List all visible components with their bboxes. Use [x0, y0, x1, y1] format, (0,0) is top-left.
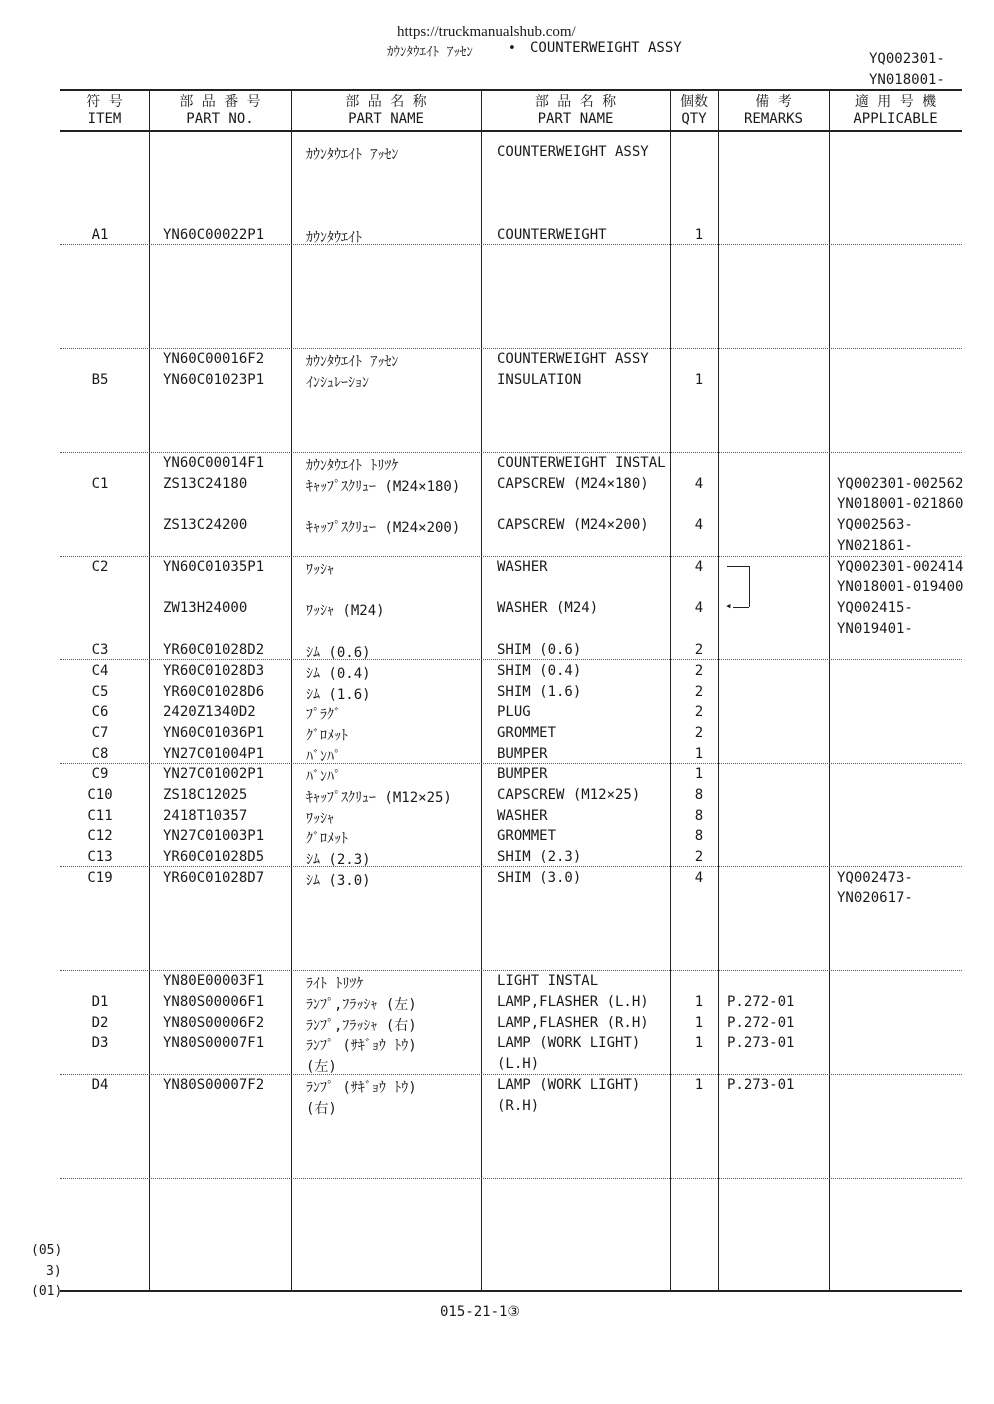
cell-part-name-jp: ﾊﾞﾝﾊﾟ: [306, 749, 341, 765]
cell-item: C4: [91, 663, 109, 679]
col-header-applicable-jp: 適 用 号 機: [854, 94, 937, 110]
cell-qty: 1: [694, 746, 704, 762]
cell-part-name-jp: ﾌﾟﾗｸﾞ: [306, 707, 341, 723]
group-separator: [60, 1074, 962, 1075]
cell-part-no: YN60C00014F1: [163, 455, 265, 471]
group-separator: [60, 763, 962, 764]
cell-item: D3: [91, 1035, 109, 1051]
cell-part-name: WASHER: [497, 808, 548, 824]
interchange-bracket-side: [749, 566, 750, 607]
header-bottom-rule: [60, 130, 962, 132]
cell-part-name-jp: ｼﾑ (0.4): [306, 666, 371, 682]
cell-item: C8: [91, 746, 109, 762]
serial-range-1: YQ002301-: [869, 51, 945, 67]
cell-item: C5: [91, 684, 109, 700]
cell-part-name: LAMP,FLASHER (L.H): [497, 994, 649, 1010]
cell-part-name: INSULATION: [497, 372, 582, 388]
cell-qty: 4: [694, 517, 704, 533]
cell-applicable: YN018001-019400: [837, 579, 964, 595]
col-header-qty-jp: 個数: [680, 94, 708, 110]
cell-qty: 1: [694, 994, 704, 1010]
cell-part-name-jp: ｶｳﾝﾀｳｴｲﾄ ｱｯｾﾝ: [306, 147, 399, 163]
cell-part-name-jp: ﾜｯｼｬ: [306, 811, 334, 827]
cell-part-name: LAMP,FLASHER (R.H): [497, 1015, 649, 1031]
col-header-partno-jp: 部 品 番 号: [179, 94, 261, 110]
cell-part-no: YR60C01028D5: [163, 849, 265, 865]
serial-range-2: YN018001-: [869, 72, 945, 88]
cell-item: C2: [91, 559, 109, 575]
cell-part-name-jp: ﾗﾝﾌﾟ (ｻｷﾞｮｳ ﾄｳ): [306, 1080, 417, 1096]
cell-part-name: LIGHT INSTAL: [497, 973, 599, 989]
cell-applicable: YQ002415-: [837, 600, 913, 616]
cell-part-name: SHIM (0.4): [497, 663, 582, 679]
cell-qty: 1: [694, 1015, 704, 1031]
col-header-qty: QTY: [681, 111, 707, 127]
cell-part-name-jp: ﾗﾝﾌﾟ,ﾌﾗｯｼｬ (左): [306, 997, 417, 1013]
cell-item: C11: [87, 808, 113, 824]
cell-part-no: YR60C01028D3: [163, 663, 265, 679]
col-divider: [291, 89, 292, 1291]
cell-part-no: ZS18C12025: [163, 787, 248, 803]
col-header-name-en-jp: 部 品 名 称: [534, 94, 617, 110]
cell-part-name: BUMPER: [497, 746, 548, 762]
cell-qty: 2: [694, 684, 704, 700]
cell-part-name: GROMMET: [497, 828, 557, 844]
cell-part-no: YN60C01023P1: [163, 372, 265, 388]
cell-item: C6: [91, 704, 109, 720]
cell-part-no: YN80S00007F1: [163, 1035, 265, 1051]
cell-part-name: (L.H): [497, 1056, 540, 1072]
group-separator: [60, 452, 962, 453]
cell-part-name-jp: ｼﾑ (3.0): [306, 873, 371, 889]
col-divider: [829, 89, 830, 1291]
cell-part-name-jp: ｼﾑ (1.6): [306, 687, 371, 703]
cell-part-name-jp: ｶｳﾝﾀｳｴｲﾄ: [306, 230, 362, 246]
cell-part-name: WASHER (M24): [497, 600, 599, 616]
cell-part-name: BUMPER: [497, 766, 548, 782]
col-header-name-en: PART NAME: [537, 111, 614, 127]
col-divider: [149, 89, 150, 1291]
cell-part-name: PLUG: [497, 704, 531, 720]
cell-applicable: YN020617-: [837, 890, 913, 906]
cell-part-name-jp: ﾗｲﾄ ﾄﾘﾂｹ: [306, 976, 364, 992]
cell-part-name: (R.H): [497, 1098, 540, 1114]
page-title: COUNTERWEIGHT ASSY: [530, 40, 682, 56]
col-header-remarks-jp: 備 考: [755, 94, 792, 110]
cell-part-name-jp: ｸﾞﾛﾒｯﾄ: [306, 831, 348, 847]
cell-part-no: YN60C01035P1: [163, 559, 265, 575]
cell-applicable: YQ002563-: [837, 517, 913, 533]
cell-qty: 4: [694, 870, 704, 886]
group-separator: [60, 659, 962, 660]
cell-part-no: YR60C01028D7: [163, 870, 265, 886]
cell-item: C3: [91, 642, 109, 658]
cell-item: D4: [91, 1077, 109, 1093]
cell-part-name: COUNTERWEIGHT: [497, 227, 607, 243]
cell-part-no: YN27C01002P1: [163, 766, 265, 782]
cell-qty: 1: [694, 227, 704, 243]
cell-part-no: 2418T10357: [163, 808, 248, 824]
cell-part-no: YN80S00006F1: [163, 994, 265, 1010]
cell-part-no: YN27C01004P1: [163, 746, 265, 762]
cell-part-name-jp: ｼﾑ (2.3): [306, 852, 371, 868]
cell-part-name: SHIM (0.6): [497, 642, 582, 658]
cell-qty: 2: [694, 663, 704, 679]
group-separator: [60, 866, 962, 867]
cell-applicable: YQ002301-002414: [837, 559, 964, 575]
col-header-applicable: APPLICABLE: [853, 111, 938, 127]
cell-applicable: YN019401-: [837, 621, 913, 637]
revision-mark: 3): [46, 1264, 62, 1279]
group-separator: [60, 970, 962, 971]
col-header-remarks: REMARKS: [743, 111, 803, 127]
cell-part-name-jp: ﾜｯｼｬ: [306, 562, 334, 578]
cell-item: C19: [87, 870, 113, 886]
cell-part-no: YR60C01028D6: [163, 684, 265, 700]
cell-part-name: SHIM (1.6): [497, 684, 582, 700]
cell-item: C7: [91, 725, 109, 741]
cell-item: C9: [91, 766, 109, 782]
cell-part-name-jp: ﾜｯｼｬ (M24): [306, 603, 385, 619]
cell-qty: 2: [694, 642, 704, 658]
cell-qty: 2: [694, 725, 704, 741]
cell-qty: 1: [694, 372, 704, 388]
cell-part-no: ZW13H24000: [163, 600, 248, 616]
col-divider: [481, 89, 482, 1291]
cell-qty: 4: [694, 600, 704, 616]
cell-part-no: 2420Z1340D2: [163, 704, 256, 720]
cell-part-name-jp: (左): [306, 1059, 337, 1075]
cell-part-name: GROMMET: [497, 725, 557, 741]
cell-item: C1: [91, 476, 109, 492]
col-header-item: ITEM: [87, 111, 122, 127]
cell-item: A1: [91, 227, 109, 243]
cell-qty: 8: [694, 828, 704, 844]
revision-mark: (05): [31, 1243, 63, 1258]
revision-mark: (01): [31, 1284, 63, 1299]
cell-part-name-jp: ﾊﾞﾝﾊﾟ: [306, 769, 341, 785]
cell-qty: 1: [694, 1077, 704, 1093]
cell-part-name-jp: ｷｬｯﾌﾟｽｸﾘｭｰ (M24×180): [306, 479, 461, 495]
interchange-arrow-icon: ◂: [725, 599, 732, 612]
col-header-item-jp: 符 号: [86, 94, 123, 110]
cell-remarks: P.272-01: [727, 994, 795, 1010]
cell-part-no: ZS13C24180: [163, 476, 248, 492]
col-header-name-jp: 部 品 名 称: [345, 94, 427, 110]
cell-qty: 1: [694, 1035, 704, 1051]
cell-item: D1: [91, 994, 109, 1010]
cell-part-name: COUNTERWEIGHT INSTAL: [497, 455, 666, 471]
cell-part-name: WASHER: [497, 559, 548, 575]
cell-part-name-jp: ｲﾝｼｭﾚｰｼｮﾝ: [306, 375, 369, 391]
cell-item: C12: [87, 828, 113, 844]
group-separator: [60, 244, 962, 245]
cell-part-no: YN60C01036P1: [163, 725, 265, 741]
cell-part-no: ZS13C24200: [163, 517, 248, 533]
page-number: 015-21-1③: [440, 1304, 520, 1320]
cell-part-name: LAMP (WORK LIGHT): [497, 1077, 641, 1093]
cell-part-name: COUNTERWEIGHT ASSY: [497, 351, 649, 367]
title-jp: ｶｳﾝﾀｳｴｲﾄ ｱｯｾﾝ: [387, 45, 473, 60]
cell-part-name-jp: ｼﾑ (0.6): [306, 645, 371, 661]
cell-part-no: YN60C00022P1: [163, 227, 265, 243]
cell-part-name-jp: ﾗﾝﾌﾟ,ﾌﾗｯｼｬ (右): [306, 1018, 417, 1034]
cell-part-name: COUNTERWEIGHT ASSY: [497, 144, 649, 160]
cell-qty: 4: [694, 476, 704, 492]
cell-item: C10: [87, 787, 113, 803]
cell-applicable: YN021861-: [837, 538, 913, 554]
cell-applicable: YN018001-021860: [837, 496, 964, 512]
cell-part-no: YN27C01003P1: [163, 828, 265, 844]
cell-qty: 1: [694, 766, 704, 782]
group-separator: [60, 556, 962, 557]
cell-qty: 8: [694, 787, 704, 803]
cell-qty: 2: [694, 704, 704, 720]
cell-part-no: YN60C00016F2: [163, 351, 265, 367]
cell-part-name-jp: (右): [306, 1101, 337, 1117]
cell-qty: 8: [694, 808, 704, 824]
group-separator: [60, 348, 962, 349]
cell-applicable: YQ002473-: [837, 870, 913, 886]
group-separator: [60, 1178, 962, 1179]
cell-qty: 2: [694, 849, 704, 865]
cell-remarks: P.272-01: [727, 1015, 795, 1031]
cell-remarks: P.273-01: [727, 1035, 795, 1051]
cell-part-name: SHIM (3.0): [497, 870, 582, 886]
interchange-bracket-top: [727, 566, 749, 567]
title-separator: •: [508, 41, 516, 56]
cell-part-name-jp: ｶｳﾝﾀｳｴｲﾄ ﾄﾘﾂｹ: [306, 458, 399, 474]
cell-qty: 4: [694, 559, 704, 575]
interchange-bracket-bottom: [733, 607, 749, 608]
cell-part-name-jp: ｶｳﾝﾀｳｴｲﾄ ｱｯｾﾝ: [306, 354, 399, 370]
cell-part-name: CAPSCREW (M12×25): [497, 787, 641, 803]
cell-item: D2: [91, 1015, 109, 1031]
cell-item: B5: [91, 372, 109, 388]
cell-part-name-jp: ｷｬｯﾌﾟｽｸﾘｭｰ (M12×25): [306, 790, 452, 806]
cell-part-no: YN80S00007F2: [163, 1077, 265, 1093]
cell-part-name: SHIM (2.3): [497, 849, 582, 865]
cell-part-no: YR60C01028D2: [163, 642, 265, 658]
cell-part-no: YN80E00003F1: [163, 973, 265, 989]
cell-part-name: CAPSCREW (M24×180): [497, 476, 649, 492]
cell-item: C13: [87, 849, 113, 865]
cell-part-name: CAPSCREW (M24×200): [497, 517, 649, 533]
table-bottom-rule: [60, 1290, 962, 1292]
cell-part-name-jp: ｷｬｯﾌﾟｽｸﾘｭｰ (M24×200): [306, 520, 461, 536]
source-url[interactable]: https://truckmanualshub.com/: [397, 24, 576, 40]
cell-part-no: YN80S00006F2: [163, 1015, 265, 1031]
cell-remarks: P.273-01: [727, 1077, 795, 1093]
cell-part-name-jp: ﾗﾝﾌﾟ (ｻｷﾞｮｳ ﾄｳ): [306, 1038, 417, 1054]
col-header-name: PART NAME: [348, 111, 424, 127]
cell-part-name-jp: ｸﾞﾛﾒｯﾄ: [306, 728, 348, 744]
cell-part-name: LAMP (WORK LIGHT): [497, 1035, 641, 1051]
cell-applicable: YQ002301-002562: [837, 476, 964, 492]
col-header-partno: PART NO.: [186, 111, 254, 127]
